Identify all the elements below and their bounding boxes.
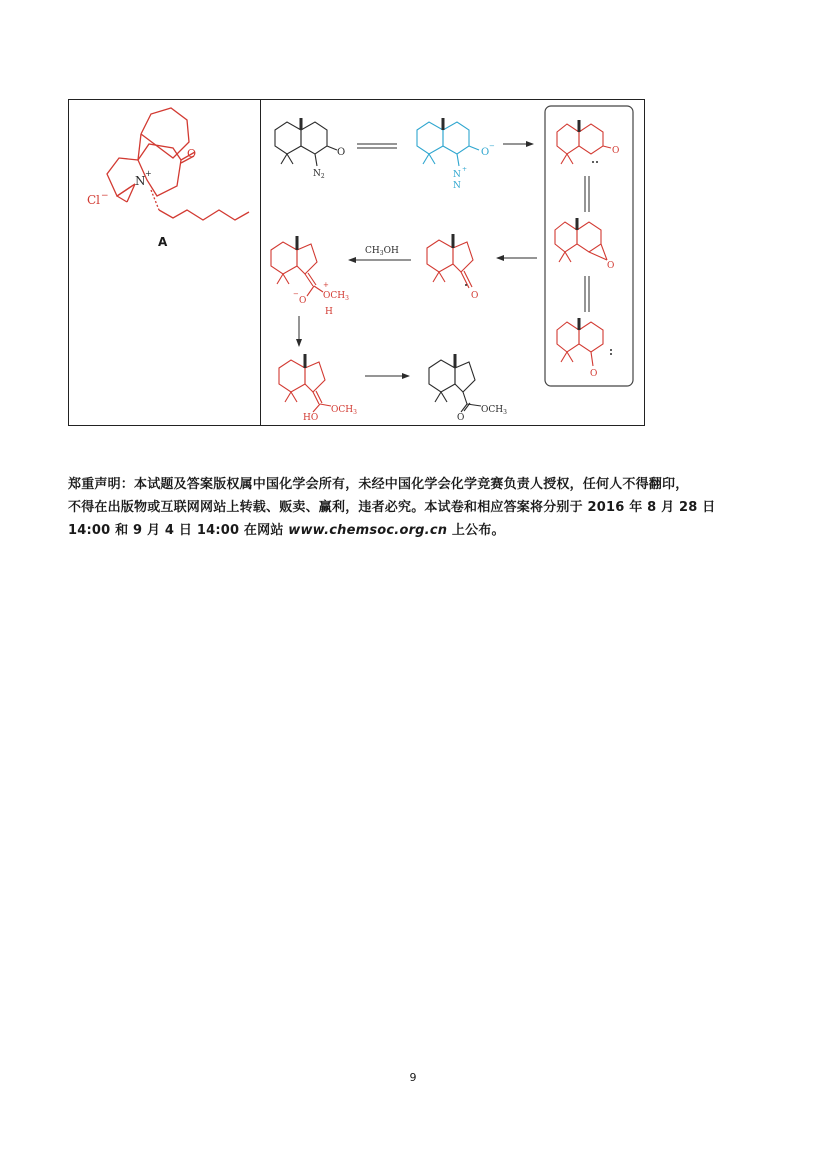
s7-h-label: H [325, 307, 333, 317]
enolate-diazonium-structure [417, 118, 479, 166]
carbene-structure-1 [557, 120, 611, 164]
s8-ho-label: HO [303, 413, 319, 423]
ester-product-structure [429, 354, 481, 412]
chemistry-figure-table [68, 99, 645, 426]
diazoketone-structure [275, 118, 337, 166]
s2-o-charge: − [489, 142, 495, 150]
s8-och3-label: $OCH_3$ [331, 405, 357, 416]
carbene-structure-2 [557, 318, 603, 366]
s3-o-label: O [612, 146, 620, 156]
s9-o-label: O [457, 413, 465, 423]
notice-line-3 [68, 519, 758, 542]
mechanism-panel [261, 100, 644, 425]
s2-n-top-label: N [453, 170, 461, 180]
s5-o-label: O [590, 369, 598, 379]
s6-o-label: O [471, 291, 479, 301]
oxirene-structure [555, 218, 607, 262]
compound-a-caption: A [158, 235, 168, 249]
nitrogen-label: N [135, 174, 146, 188]
notice-line-1: 郑重声明：本试题及答案版权属中国化学会所有，未经中国化学会化学竞赛负责人授权，任何人不得翻印， [68, 477, 689, 492]
s9-och3-label: $OCH_3$ [481, 405, 507, 416]
notice-line-3-end: 上公布。 [447, 523, 505, 538]
s7-o-charge: − [293, 290, 299, 298]
notice-line-2: 不得在出版物或互联网网站上转载、贩卖、赢利，违者必究。本试卷和相应答案将分别于 2016 年 8 月 28 日 [68, 500, 716, 515]
carbene-lone-pair-1b [596, 161, 598, 163]
compound-a-structure [69, 100, 260, 427]
s2-o-label: O [481, 147, 490, 158]
compound-a-panel [69, 100, 260, 425]
s1-o-label: O [337, 147, 346, 158]
ketene-structure [427, 234, 473, 288]
nitrogen-charge: + [145, 169, 152, 178]
page-number: 9 [409, 1071, 417, 1084]
carbene-lone-pair-1a [592, 161, 594, 163]
s7-o-minus-label: O [299, 296, 307, 306]
s1-n2-label: $N_2$ [313, 169, 325, 180]
carbene-lone-pair-2b [610, 353, 612, 355]
mechanism-scheme [261, 100, 644, 427]
ketone-o-label: O [187, 147, 197, 160]
zwitterion-structure [271, 236, 323, 296]
notice-line-3-start: 14:00 和 9 月 4 日 14:00 在网站 [68, 523, 289, 538]
enol-structure [279, 354, 331, 412]
copyright-notice [68, 473, 758, 542]
s2-n-bottom-label: N [453, 181, 461, 191]
chloride-label: Cl [87, 193, 101, 207]
s2-n-top-charge: + [462, 166, 468, 173]
s7-plus-label: + [323, 281, 329, 289]
reagent-label: $CH_3OH$ [365, 246, 399, 257]
ketene-dot [465, 284, 467, 286]
website-link[interactable]: www.chemsoc.org.cn [288, 523, 448, 538]
s7-och3-label: $OCH_3$ [323, 291, 349, 302]
s4-o-label: O [607, 261, 615, 271]
carbene-lone-pair-2a [610, 349, 612, 351]
chloride-charge: − [101, 191, 109, 201]
